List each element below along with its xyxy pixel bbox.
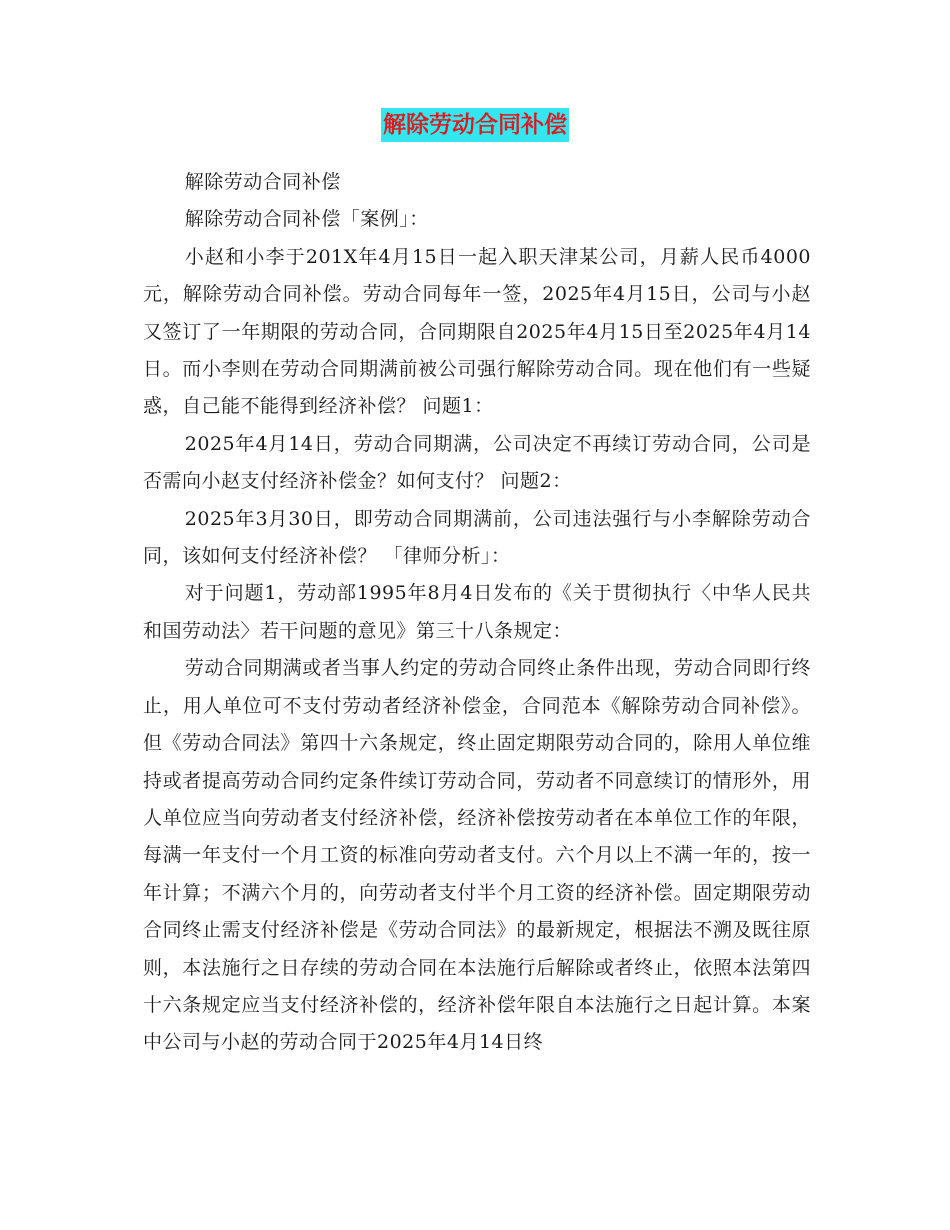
- paragraph: 对于问题1，劳动部1995年8月4日发布的《关于贯彻执行〈中华人民共和国劳动法〉若干问题的意见》第三十八条规定：: [143, 582, 811, 642]
- paragraph: 解除劳动合同补偿: [184, 171, 341, 193]
- document-title: 解除劳动合同补偿: [381, 108, 569, 142]
- paragraph: 解除劳动合同补偿「案例」：: [184, 208, 429, 231]
- paragraph: 2025年4月14日，劳动合同期满，公司决定不再续订劳动合同，公司是否需向小赵支付经济补偿金？如何支付？ 问题2：: [143, 432, 811, 493]
- title-container: [0, 108, 950, 142]
- paragraph: 劳动合同期满或者当事人约定的劳动合同终止条件出现，劳动合同即行终止，用人单位可不支付劳动者经济补偿金，合同范本《解除劳动合同补偿》。但《劳动合同法》第四十六条规定，终止固定期限劳动合同的，除用人单位维持或者提高劳动合同约定条件续订劳动合同，劳动者不同意续订的情形外，用人单位应当向劳动者支付经济补偿，经济补偿按劳动者在本单位工作的年限，每满一年支付一个月工资的标准向劳动者支付。六个月以上不满一年的，按一年计算；不满六个月的，向劳动者支付半个月工资的经济补偿。固定期限劳动合同终止需支付经济补偿是《劳动合同法》的最新规定，根据法不溯及既往原则，本法施行之日存续的劳动合同在本法施行后解除或者终止，依照本法第四十六条规定应当支付经济补偿的，经济补偿年限自本法施行之日起计算。本案中公司与小赵的劳动合同于2025年4月14日终: [143, 657, 811, 1054]
- paragraph: 小赵和小李于201X年4月15日一起入职天津某公司，月薪人民币4000元，解除劳动合同补偿。劳动合同每年一签，2025年4月15日，公司与小赵又签订了一年期限的劳动合同，合同期限自2025年4月15日至2025年4月14日。而小李则在劳动合同期满前被公司强行解除劳动合同。现在他们有一些疑惑，自己能不能得到经济补偿？ 问题1：: [143, 245, 811, 418]
- paragraph: 2025年3月30日，即劳动合同期满前，公司违法强行与小李解除劳动合同，该如何支付经济补偿？ 「律师分析」：: [143, 507, 811, 568]
- document-body: [143, 164, 811, 1062]
